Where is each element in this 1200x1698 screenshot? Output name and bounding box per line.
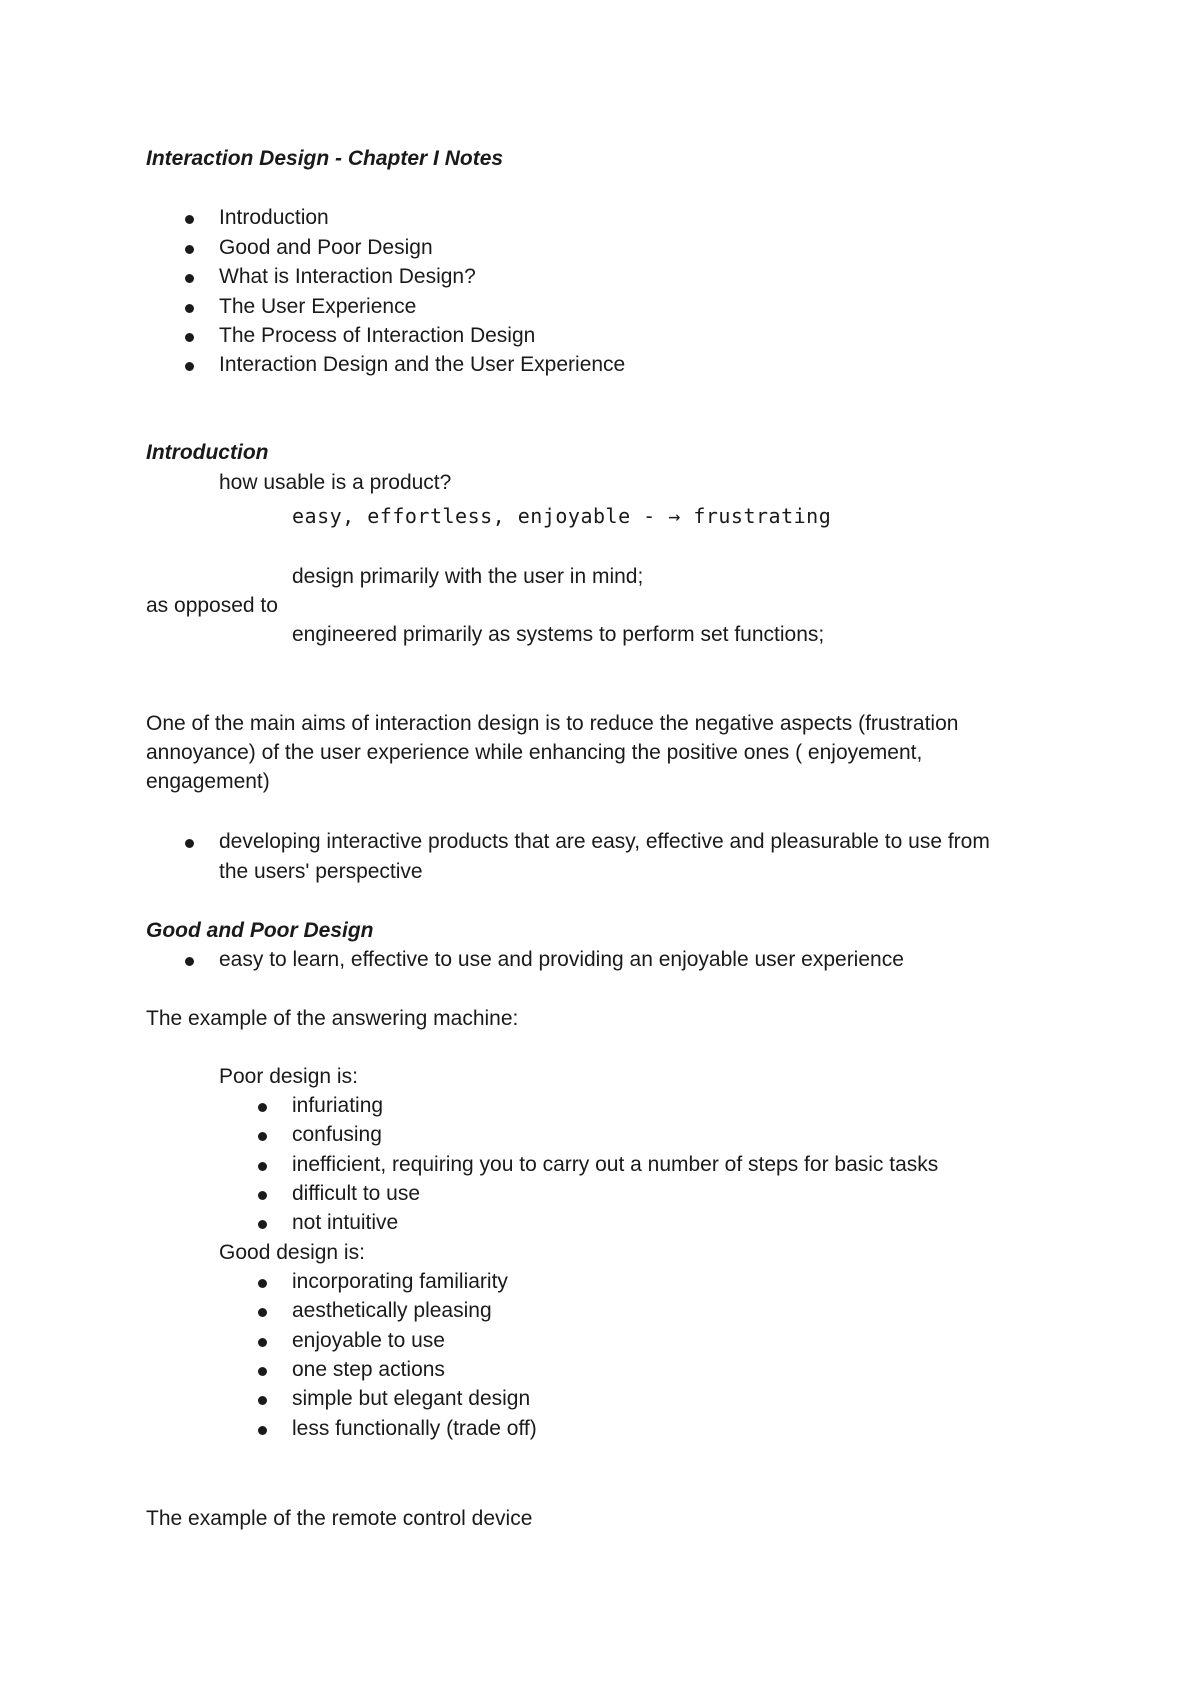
remote-control-text: The example of the remote control device: [146, 1507, 533, 1530]
bullet-icon: [258, 1162, 267, 1171]
usability-question: how usable is a product?: [219, 471, 452, 494]
bullet-icon: [185, 215, 194, 224]
good-item: one step actions: [292, 1358, 445, 1381]
good-poor-heading: Good and Poor Design: [146, 919, 374, 942]
bullet-icon: [258, 1308, 267, 1317]
good-item: less functionally (trade off): [292, 1417, 537, 1440]
poor-item: infuriating: [292, 1094, 384, 1117]
usability-scale: easy, effortless, enjoyable - → frustrating: [292, 504, 832, 528]
engineered-text: engineered primarily as systems to perform set functions;: [292, 623, 825, 646]
bullet-icon: [258, 1132, 267, 1141]
toc-item: What is Interaction Design?: [219, 265, 476, 288]
bullet-icon: [185, 957, 194, 966]
toc-item: Introduction: [219, 206, 329, 229]
list-item: developing interactive products that are easy, effective and pleasurable to use from: [219, 830, 990, 853]
good-item: incorporating familiarity: [292, 1270, 508, 1293]
poor-item: difficult to use: [292, 1182, 421, 1205]
bullet-icon: [258, 1279, 267, 1288]
good-design-label: Good design is:: [219, 1241, 365, 1264]
poor-design-label: Poor design is:: [219, 1065, 358, 1088]
list-item-continuation: the users' perspective: [219, 860, 423, 883]
bullet-icon: [185, 839, 194, 848]
poor-item: not intuitive: [292, 1211, 399, 1234]
good-item: aesthetically pleasing: [292, 1299, 492, 1322]
answering-machine-text: The example of the answering machine:: [146, 1007, 519, 1030]
bullet-icon: [258, 1220, 267, 1229]
document-title: Interaction Design - Chapter I Notes: [146, 147, 504, 170]
bullet-icon: [258, 1338, 267, 1347]
toc-item: The Process of Interaction Design: [219, 324, 536, 347]
poor-item: confusing: [292, 1123, 382, 1146]
toc-item: Good and Poor Design: [219, 236, 433, 259]
bullet-icon: [258, 1191, 267, 1200]
introduction-heading: Introduction: [146, 441, 269, 464]
bullet-icon: [185, 304, 194, 313]
bullet-icon: [185, 245, 194, 254]
list-item: easy to learn, effective to use and providing an enjoyable user experience: [219, 948, 904, 971]
bullet-icon: [185, 333, 194, 342]
bullet-icon: [258, 1367, 267, 1376]
bullet-icon: [185, 274, 194, 283]
bullet-icon: [258, 1396, 267, 1405]
toc-item: Interaction Design and the User Experience: [219, 353, 626, 376]
opposed-text: as opposed to: [146, 594, 278, 617]
aims-paragraph-line: One of the main aims of interaction design is to reduce the negative aspects (frustration: [146, 712, 959, 735]
bullet-icon: [185, 362, 194, 371]
toc-item: The User Experience: [219, 295, 417, 318]
aims-paragraph-line: annoyance) of the user experience while enhancing the positive ones ( enjoyement,: [146, 741, 923, 764]
bullet-icon: [258, 1103, 267, 1112]
aims-paragraph-line: engagement): [146, 770, 270, 793]
bullet-icon: [258, 1426, 267, 1435]
design-user-text: design primarily with the user in mind;: [292, 565, 644, 588]
good-item: enjoyable to use: [292, 1329, 445, 1352]
poor-item: inefficient, requiring you to carry out a number of steps for basic tasks: [292, 1153, 939, 1176]
good-item: simple but elegant design: [292, 1387, 531, 1410]
